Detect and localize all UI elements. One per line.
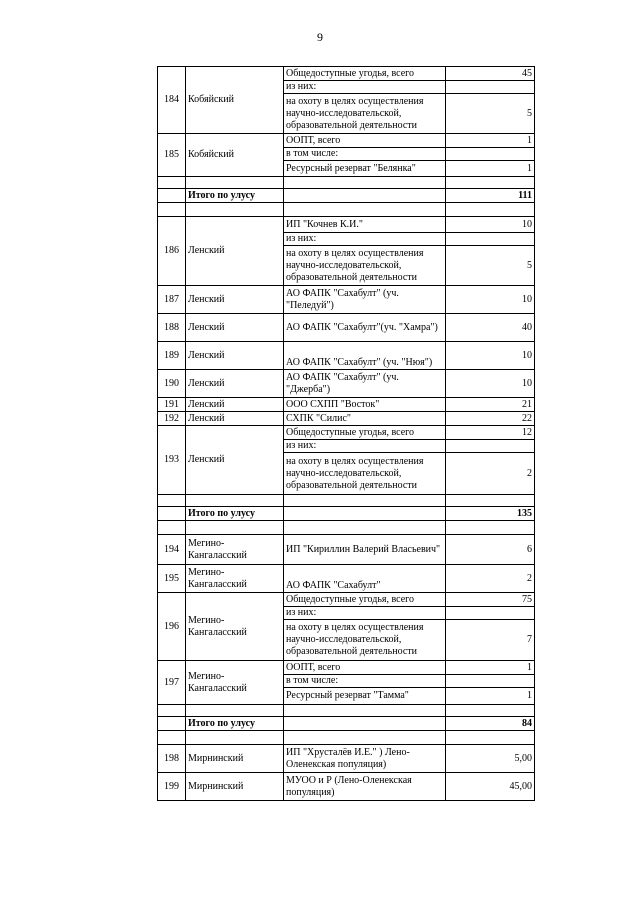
value	[446, 81, 535, 94]
spacer-row	[158, 203, 535, 217]
ulus-name: Ленский	[186, 398, 284, 412]
row-number: 192	[158, 412, 186, 426]
page-number: 9	[317, 30, 323, 44]
description: АО ФАПК "Сахабулт" (уч. "Пеледуй")	[284, 286, 446, 314]
ulus-name: Мегино-Кангаласский	[186, 593, 284, 661]
total-label: Итого по улусу	[186, 189, 284, 203]
description: на охоту в целях осуществления научно-исследовательской, образовательной деятельности	[284, 620, 446, 661]
hunting-quota-table	[157, 66, 535, 801]
row-number: 199	[158, 773, 186, 801]
row-number: 190	[158, 370, 186, 398]
description: из них:	[284, 607, 446, 620]
value: 22	[446, 412, 535, 426]
value: 5,00	[446, 745, 535, 773]
row-number: 191	[158, 398, 186, 412]
value: 45	[446, 67, 535, 81]
row-number: 189	[158, 342, 186, 370]
description: Ресурсный резерват "Тамма"	[284, 688, 446, 705]
value	[446, 440, 535, 453]
description: Общедоступные угодья, всего	[284, 67, 446, 81]
ulus-name: Мегино-Кангаласский	[186, 565, 284, 593]
description: Общедоступные угодья, всего	[284, 426, 446, 440]
total-value: 111	[446, 189, 535, 203]
value	[446, 233, 535, 246]
spacer-row	[158, 731, 535, 745]
ulus-name: Мегино-Кангаласский	[186, 535, 284, 565]
value: 45,00	[446, 773, 535, 801]
ulus-name: Кобяйский	[186, 67, 284, 134]
value: 1	[446, 161, 535, 177]
row-number: 184	[158, 67, 186, 134]
value	[446, 607, 535, 620]
ulus-name: Ленский	[186, 412, 284, 426]
ulus-name: Ленский	[186, 370, 284, 398]
ulus-name: Мирнинский	[186, 773, 284, 801]
description: из них:	[284, 81, 446, 94]
description: ООПТ, всего	[284, 661, 446, 675]
ulus-name: Кобяйский	[186, 134, 284, 177]
description: на охоту в целях осуществления научно-исследовательской, образовательной деятельности	[284, 94, 446, 134]
total-value: 135	[446, 507, 535, 521]
spacer-row	[158, 521, 535, 535]
row-number: 195	[158, 565, 186, 593]
value: 10	[446, 286, 535, 314]
row-number: 188	[158, 314, 186, 342]
row-number: 193	[158, 426, 186, 495]
description: ООО СХПП "Восток"	[284, 398, 446, 412]
ulus-name: Ленский	[186, 217, 284, 286]
description: АО ФАПК "Сахабулт"	[284, 565, 446, 593]
value: 1	[446, 134, 535, 148]
description: ИП "Кириллин Валерий Власьевич"	[284, 535, 446, 565]
spacer-row	[158, 495, 535, 507]
description: из них:	[284, 233, 446, 246]
value	[446, 148, 535, 161]
description: из них:	[284, 440, 446, 453]
description: ИП "Кочнев К.И."	[284, 217, 446, 233]
value: 40	[446, 314, 535, 342]
ulus-name: Ленский	[186, 426, 284, 495]
spacer-row	[158, 177, 535, 189]
description: ООПТ, всего	[284, 134, 446, 148]
total-label: Итого по улусу	[186, 717, 284, 731]
total-label: Итого по улусу	[186, 507, 284, 521]
ulus-name: Ленский	[186, 286, 284, 314]
row-number: 196	[158, 593, 186, 661]
value: 2	[446, 565, 535, 593]
description: ИП "Хрусталёв И.Е." ) Лено-Оленекская популяция)	[284, 745, 446, 773]
total-value: 84	[446, 717, 535, 731]
description: АО ФАПК "Сахабулт" (уч. "Джерба")	[284, 370, 446, 398]
ulus-name: Мирнинский	[186, 745, 284, 773]
ulus-name: Мегино-Кангаласский	[186, 661, 284, 705]
value: 10	[446, 217, 535, 233]
row-number: 186	[158, 217, 186, 286]
description: в том числе:	[284, 148, 446, 161]
value: 12	[446, 426, 535, 440]
value: 5	[446, 246, 535, 286]
description: в том числе:	[284, 675, 446, 688]
value: 1	[446, 661, 535, 675]
value: 5	[446, 94, 535, 134]
value: 75	[446, 593, 535, 607]
value: 6	[446, 535, 535, 565]
description: Общедоступные угодья, всего	[284, 593, 446, 607]
description: СХПК "Силис"	[284, 412, 446, 426]
row-number: 187	[158, 286, 186, 314]
row-number: 198	[158, 745, 186, 773]
spacer-row	[158, 705, 535, 717]
description: МУОО и Р (Лено-Оленекская популяция)	[284, 773, 446, 801]
description: на охоту в целях осуществления научно-исследовательской, образовательной деятельности	[284, 246, 446, 286]
description: Ресурсный резерват "Белянка"	[284, 161, 446, 177]
description: на охоту в целях осуществления научно-исследовательской, образовательной деятельности	[284, 453, 446, 495]
value: 7	[446, 620, 535, 661]
row-number: 194	[158, 535, 186, 565]
value: 2	[446, 453, 535, 495]
value	[446, 675, 535, 688]
value: 10	[446, 370, 535, 398]
row-number: 185	[158, 134, 186, 177]
value: 1	[446, 688, 535, 705]
description: АО ФАПК "Сахабулт"(уч. "Хамра")	[284, 314, 446, 342]
ulus-name: Ленский	[186, 342, 284, 370]
value: 10	[446, 342, 535, 370]
description: АО ФАПК "Сахабулт" (уч. "Нюя")	[284, 342, 446, 370]
ulus-name: Ленский	[186, 314, 284, 342]
value: 21	[446, 398, 535, 412]
row-number: 197	[158, 661, 186, 705]
